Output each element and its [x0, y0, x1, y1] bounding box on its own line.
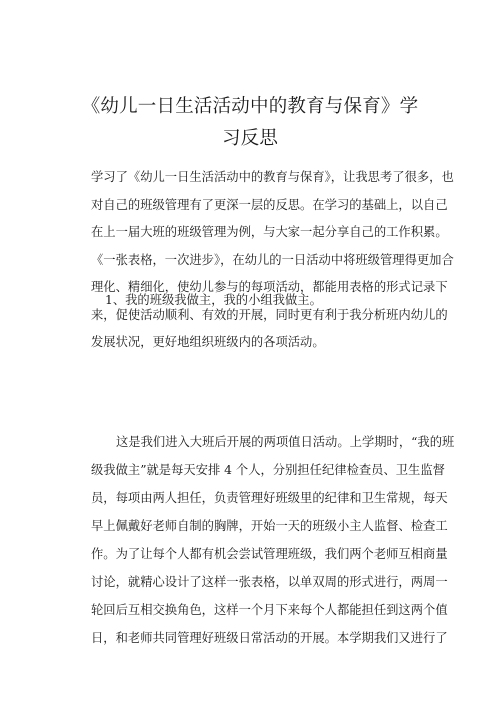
paragraph-line: 学习了《幼儿一日生活活动中的教育与保育》，让我思考了很多，也 [91, 170, 454, 184]
paragraph-line: 《一张表格，一次进步》，在幼儿的一日活动中将班级管理得更加合 [91, 252, 454, 267]
paragraph-line: 早上佩戴好老师自制的胸牌，开始一天的班级小主人监督、检查工 [91, 519, 448, 533]
paragraph-line: 级我做主”就是每天安排 4 个人，分别担任纪律检查员、卫生监督 [91, 463, 445, 477]
paragraph-line: 理化、精细化，使幼儿参与的每项活动，都能用表格的形式记录下 [91, 280, 448, 294]
paragraph-line: 这是我们进入大班后开展的两项值日活动。上学期时，“我的班 [116, 435, 455, 449]
paragraph-line: 对自己的班级管理有了更深一层的反思。在学习的基础上，以自己 [91, 197, 448, 212]
paragraph-line: 员，每项由两人担任，负责管理好班级里的纪律和卫生常规，每天 [91, 491, 448, 505]
paragraph-line: 来，促使活动顺利、有效的开展，同时更有利于我分析班内幼儿的 [91, 307, 448, 322]
document-title [70, 91, 430, 155]
paragraph-line: 作。为了让每个人都有机会尝试管理班级，我们两个老师互相商量 [91, 547, 448, 561]
section-heading: 1、我的班级我做主，我的小组我做主。 [105, 293, 322, 307]
paragraph-duty [91, 428, 455, 652]
paragraph-line: 讨论，就精心设计了这样一张表格，以单双周的形式进行，两周一 [91, 575, 448, 589]
paragraph-line: 在上一届大班的班级管理为例，与大家一起分享自己的工作积累。 [91, 225, 448, 239]
paragraph-line: 轮回后互相交换角色，这样一个月下来每个人都能担任到这两个值 [91, 603, 448, 617]
paragraph-intro [91, 164, 454, 357]
title-line: 《幼儿一日生活活动中的教育与保育》学 [81, 96, 419, 117]
paragraph-line: 日，和老师共同管理好班级日常活动的开展。本学期我们又进行了 [91, 631, 448, 645]
title-line: 习反思 [221, 128, 279, 149]
paragraph-line: 发展状况，更好地组织班级内的各项活动。 [91, 335, 325, 349]
